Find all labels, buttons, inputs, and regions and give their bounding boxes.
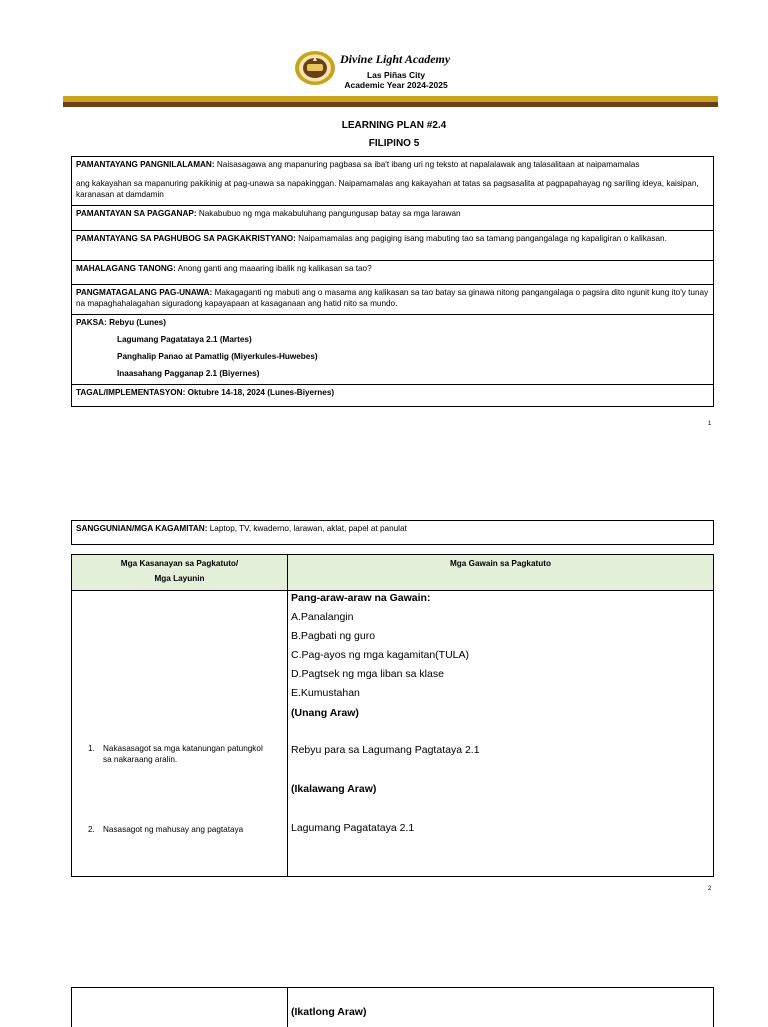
essential-question-text: Anong ganti ang maaaring ibalik ng kalikasan sa tao? bbox=[175, 264, 372, 273]
column-divider bbox=[287, 555, 288, 876]
objective-2-text: Nasasagot ng mahusay ang pagtataya bbox=[103, 825, 244, 834]
topic-item: Lagumang Pagatataya 2.1 (Martes) bbox=[117, 335, 252, 344]
daily-heading: Pang-araw-araw na Gawain: bbox=[291, 592, 431, 604]
objective-2-number: 2. bbox=[88, 825, 95, 834]
topic-item: Panghalip Panao at Pamatlig (Miyerkules-Huwebes) bbox=[117, 352, 318, 361]
christian-standard-text: Naipamamalas ang pagiging isang mabuting tao sa tamang pangangalaga ng kapaligiran o kalikasan. bbox=[295, 234, 667, 243]
day-heading: (Ikalawang Araw) bbox=[291, 783, 377, 795]
topic-label: PAKSA: bbox=[76, 318, 107, 327]
enduring-understanding-text: Makagaganti ng mabuti ang o masama ang kalikasan sa tao batay sa ginawa nitong pangangalaga o pagsira dito ngunit kung ito'y tunay na mapaghahalagahan siguradong kapayapaan at kasaganaan ang hatid nito sa mundo. bbox=[76, 288, 709, 308]
day-heading: (Ikatlong Araw) bbox=[291, 1006, 367, 1018]
col1-header-line2: Mga Layunin bbox=[154, 574, 205, 583]
topic-section bbox=[72, 315, 713, 385]
objective-2 bbox=[88, 824, 273, 835]
school-name: Divine Light Academy bbox=[340, 52, 451, 66]
standards-box bbox=[71, 156, 714, 407]
daily-item: B.Pagbati ng guro bbox=[291, 630, 376, 642]
objective-1-number: 1. bbox=[88, 744, 95, 753]
content-standard-line1: Naisasagawa ang mapanuring pagbasa sa iba't ibang uri ng teksto at napalalawak ang talasalitaan at naipamamalas bbox=[214, 160, 640, 169]
table-header bbox=[72, 555, 713, 591]
content-standard bbox=[72, 157, 713, 206]
activities-table bbox=[71, 554, 714, 877]
resources-row bbox=[72, 521, 713, 536]
content-standard-line2: ang kakayahan sa mapanuring pakikinig at pag-unawa sa napakinggan. Naipamamalas ang kakayahan at tatas sa pagsasalita at pagpapahayag ng sariling ideya, kaisipan, karanasan at damdamin bbox=[76, 179, 699, 199]
topic-item: Rebyu (Lunes) bbox=[109, 318, 166, 327]
resources-label: SANGGUNIAN/MGA KAGAMITAN: bbox=[76, 524, 208, 533]
performance-standard-text: Nakabubuo ng mga makabuluhang pangungusap batay sa mga larawan bbox=[196, 209, 461, 218]
content-standard-label: PAMANTAYANG PANGNILALAMAN: bbox=[76, 160, 215, 169]
column-divider bbox=[287, 988, 288, 1027]
performance-standard-label: PAMANTAYAN SA PAGGANAP: bbox=[76, 209, 197, 218]
plan-title: LEARNING PLAN #2.4 bbox=[341, 120, 447, 131]
christian-standard bbox=[72, 231, 713, 261]
daily-item: A.Panalangin bbox=[291, 611, 354, 623]
col1-header-line1: Mga Kasanayan sa Pagkatuto/ bbox=[120, 559, 239, 568]
page-number: 1 bbox=[708, 421, 712, 427]
day-heading: (Unang Araw) bbox=[291, 707, 359, 719]
enduring-understanding bbox=[72, 285, 713, 315]
school-city: Las Piñas City bbox=[366, 70, 426, 80]
page-number: 2 bbox=[708, 886, 712, 892]
resources-box bbox=[71, 520, 714, 545]
objective-1-text: Nakasasagot sa mga katanungan patungkol sa nakaraang aralin. bbox=[103, 744, 263, 764]
enduring-understanding-label: PANGMATAGALANG PAG-UNAWA: bbox=[76, 288, 213, 297]
objective-1 bbox=[88, 743, 273, 765]
activities-table-continued bbox=[71, 987, 714, 1027]
christian-standard-label: PAMANTAYANG SA PAGHUBOG SA PAGKAKRISTYANO: bbox=[76, 234, 296, 243]
essential-question bbox=[72, 261, 713, 285]
academic-year: Academic Year 2024-2025 bbox=[344, 80, 448, 90]
activity-1: Rebyu para sa Lagumang Pagtataya 2.1 bbox=[291, 744, 480, 756]
daily-item: D.Pagtsek ng mga liban sa klase bbox=[291, 668, 444, 680]
activity-2: Lagumang Pagatataya 2.1 bbox=[291, 822, 415, 834]
essential-question-label: MAHALAGANG TANONG: bbox=[76, 264, 176, 273]
daily-item: E.Kumustahan bbox=[291, 687, 360, 699]
daily-item: C.Pag-ayos ng mga kagamitan(TULA) bbox=[291, 649, 469, 661]
col2-header: Mga Gawain sa Pagkatuto bbox=[449, 559, 551, 568]
implementation: TAGAL/IMPLEMENTASYON: Oktubre 14-18, 2024 (Lunes-Biyernes) bbox=[76, 388, 335, 397]
performance-standard bbox=[72, 206, 713, 231]
subject-title: FILIPINO 5 bbox=[368, 138, 420, 149]
resources-text: Laptop, TV, kwaderno, larawan, aklat, papel at panulat bbox=[207, 524, 407, 533]
topic-item: Inaasahang Pagganap 2.1 (Biyernes) bbox=[117, 369, 260, 378]
header-band-brown bbox=[63, 102, 718, 107]
